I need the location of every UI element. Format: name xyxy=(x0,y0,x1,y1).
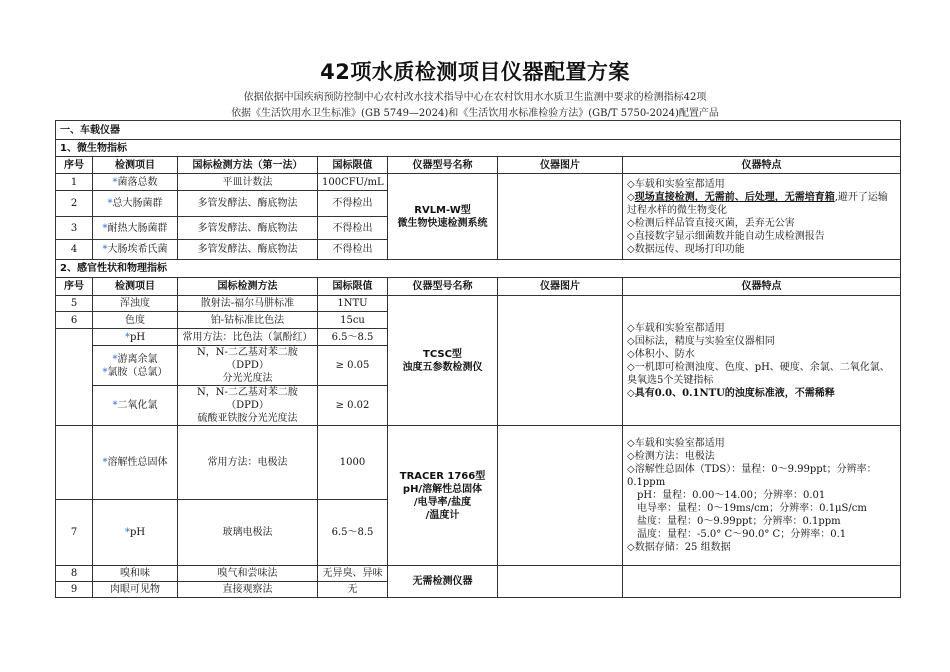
row-no: 3 xyxy=(56,217,93,240)
header-item: 检测项目 xyxy=(93,278,178,296)
instrument-image-cell xyxy=(498,296,623,426)
subsection-row xyxy=(56,260,901,278)
header-no: 序号 xyxy=(56,278,93,296)
row-item: 肉眼可见物 xyxy=(93,582,178,598)
row-no-empty xyxy=(56,329,93,426)
row-item xyxy=(93,217,178,240)
row-no: 2 xyxy=(56,191,93,217)
model-line: /温度计 xyxy=(425,509,460,521)
header-model: 仪器型号名称 xyxy=(388,278,498,296)
feature-line: 温度：量程：-5.0° C～90.0° C；分辨率：0.1 xyxy=(637,529,847,540)
row-method: 嗅气和尝味法 xyxy=(178,566,318,582)
header-method: 国标检测方法（第一法） xyxy=(178,157,318,174)
row-no: 9 xyxy=(56,582,93,598)
table-row xyxy=(56,566,901,582)
table-header-row xyxy=(56,157,901,174)
row-limit: 100CFU/mL xyxy=(318,174,388,191)
instrument-image-cell xyxy=(498,174,623,260)
page-title: 42项水质检测项目仪器配置方案 xyxy=(320,60,630,84)
header-limit: 国标限值 xyxy=(318,157,388,174)
required-mark: * xyxy=(124,331,130,343)
header-image: 仪器图片 xyxy=(498,278,623,296)
model-line: 浊度五参数检测仪 xyxy=(402,361,483,373)
feature-line: 电导率：量程：0～19ms/cm；分辨率：0.1μS/cm xyxy=(637,503,867,514)
instrument-model-tracer xyxy=(388,426,498,566)
row-method: 散射法-福尔马肼标准 xyxy=(178,296,318,312)
model-line: 微生物快速检测系统 xyxy=(397,217,488,229)
row-limit: ≥ 0.05 xyxy=(318,346,388,386)
row-limit: 1NTU xyxy=(318,296,388,312)
table-row xyxy=(56,174,901,191)
item-label: 耐热大肠菌群 xyxy=(107,222,168,234)
row-method: 平皿计数法 xyxy=(178,174,318,191)
row-item: 色度 xyxy=(93,312,178,329)
subsection-title-micro: 1、微生物指标 xyxy=(56,140,901,157)
item-label: 总大肠菌群 xyxy=(112,198,163,209)
required-mark: * xyxy=(124,527,130,538)
item-label: pH xyxy=(129,331,146,343)
row-no: 6 xyxy=(56,312,93,329)
row-item xyxy=(93,426,178,500)
header-features: 仪器特点 xyxy=(623,278,901,296)
feature-line: ◇体积小、防水 xyxy=(627,348,695,360)
instrument-model-micro xyxy=(388,174,498,260)
row-limit: 不得检出 xyxy=(318,240,388,260)
row-no: 5 xyxy=(56,296,93,312)
instrument-image-cell xyxy=(498,426,623,566)
row-item xyxy=(93,386,178,426)
feature-line: ◇具有0.0、0.1NTU的浊度标准液，不需稀释 xyxy=(627,387,835,399)
feature-line: 盐度：量程：0～9.99ppt；分辨率：0.1ppm xyxy=(637,516,841,527)
row-method: 多管发酵法、酶底物法 xyxy=(178,240,318,260)
feature-highlight: 现场直接检测，无需前、后处理，无需培育箱 xyxy=(634,191,835,203)
model-line: /电导率/盐度 xyxy=(413,496,472,508)
feature-line: ◇溶解性总固体（TDS）：量程：0～9.99ppt；分辨率：0.1ppm xyxy=(627,464,877,488)
model-line: pH/溶解性总固体 xyxy=(402,483,483,495)
subtitle-line-2: 依据《生活饮用水卫生标准》(GB 5749—2024)和《生活饮用水标准检验方法》(GB/T 5750-2024)配置产品 xyxy=(231,108,719,119)
header-item: 检测项目 xyxy=(93,157,178,174)
table-header-row xyxy=(56,278,901,296)
header-no: 序号 xyxy=(56,157,93,174)
required-mark: * xyxy=(102,244,108,255)
feature-line: ◇车载和实验室都适用 xyxy=(627,178,725,190)
features-tcsc xyxy=(623,296,901,426)
feature-line: ◇现场直接检测，无需前、后处理，无需培育箱,避开了运输过程水样的微生物变化 xyxy=(627,191,888,216)
row-no: 1 xyxy=(56,174,93,191)
row-method: N，N-二乙基对苯二胺（DPD） 硫酸亚铁胺分光光度法 xyxy=(178,386,318,426)
subsection-row xyxy=(56,140,901,157)
row-method: 多管发酵法、酶底物法 xyxy=(178,191,318,217)
row-item xyxy=(93,329,178,346)
row-method: 直接观察法 xyxy=(178,582,318,598)
required-mark: * xyxy=(112,353,118,365)
feature-line: ◇检测后样品管直接灭菌，丢弃无公害 xyxy=(627,217,795,229)
header-method: 国标检测方法 xyxy=(178,278,318,296)
row-method: N，N-二乙基对苯二胺（DPD） 分光光度法 xyxy=(178,346,318,386)
row-limit: 不得检出 xyxy=(318,217,388,240)
features-micro xyxy=(623,174,901,260)
item-label: 菌落总数 xyxy=(117,176,158,188)
instrument-image-cell xyxy=(498,566,623,598)
row-method: 玻璃电极法 xyxy=(178,500,318,566)
required-mark: * xyxy=(112,176,118,188)
features-tracer xyxy=(623,426,901,566)
row-limit: 无 xyxy=(318,582,388,598)
feature-line: ◇车载和实验室都适用 xyxy=(627,322,725,334)
row-limit: 6.5～8.5 xyxy=(318,329,388,346)
subsection-title-sense: 2、感官性状和物理指标 xyxy=(56,260,901,278)
row-method: 常用方法：电极法 xyxy=(178,426,318,500)
model-line: TRACER 1766型 xyxy=(399,470,486,482)
required-mark: * xyxy=(112,400,118,411)
required-mark: * xyxy=(102,222,108,234)
feature-line: ◇数据远传、现场打印功能 xyxy=(627,243,745,255)
row-no: 7 xyxy=(56,500,93,566)
header-model: 仪器型号名称 xyxy=(388,157,498,174)
row-method: 铂-钴标准比色法 xyxy=(178,312,318,329)
instrument-model-none: 无需检测仪器 xyxy=(388,566,498,598)
instrument-table xyxy=(55,120,901,598)
row-limit: ≥ 0.02 xyxy=(318,386,388,426)
item-label: 溶解性总固体 xyxy=(107,457,168,468)
feature-line: pH：量程：0.00～14.00；分辨率：0.01 xyxy=(637,490,826,501)
instrument-model-tcsc xyxy=(388,296,498,426)
table-row xyxy=(56,296,901,312)
row-no-empty xyxy=(56,426,93,500)
row-method: 多管发酵法、酶底物法 xyxy=(178,217,318,240)
item-line: *氯胺（总氯） xyxy=(102,366,168,378)
item-line: *游离余氯 xyxy=(112,353,158,365)
section-title: 一、车载仪器 xyxy=(56,121,901,140)
row-limit: 15cu xyxy=(318,312,388,329)
header-limit: 国标限值 xyxy=(318,278,388,296)
required-mark: * xyxy=(102,366,108,378)
row-item: 嗅和味 xyxy=(93,566,178,582)
row-method: 常用方法：比色法（氯酚红） xyxy=(178,329,318,346)
row-no: 4 xyxy=(56,240,93,260)
item-label: 二氧化氯 xyxy=(117,400,158,411)
model-line: TCSC型 xyxy=(423,348,462,360)
row-no: 8 xyxy=(56,566,93,582)
item-label: 大肠埃希氏菌 xyxy=(107,244,168,255)
feature-line: ◇车载和实验室都适用 xyxy=(627,438,725,449)
required-mark: * xyxy=(107,198,113,209)
row-limit: 无异臭、异味 xyxy=(318,566,388,582)
header-image: 仪器图片 xyxy=(498,157,623,174)
row-item xyxy=(93,191,178,217)
table-row xyxy=(56,426,901,500)
required-mark: * xyxy=(102,457,108,468)
item-label: pH xyxy=(129,527,146,538)
row-item xyxy=(93,500,178,566)
header-features: 仪器特点 xyxy=(623,157,901,174)
features-empty xyxy=(623,566,901,598)
row-limit: 6.5～8.5 xyxy=(318,500,388,566)
subtitle-line-1: 依据依据中国疾病预防控制中心农村改水技术指导中心在农村饮用水水质卫生监测中要求的检测指标42项 xyxy=(243,92,707,103)
row-limit: 不得检出 xyxy=(318,191,388,217)
row-item: 浑浊度 xyxy=(93,296,178,312)
row-item xyxy=(93,240,178,260)
row-item xyxy=(93,174,178,191)
feature-line: ◇国标法，精度与实验室仪器相同 xyxy=(627,335,775,347)
feature-line: ◇直接数字显示细菌数并能自动生成检测报告 xyxy=(627,230,825,242)
model-line: RVLM-W型 xyxy=(414,204,471,216)
feature-line: ◇数据存储：25 组数据 xyxy=(627,542,731,553)
feature-line: ◇一机即可检测浊度、色度、pH、硬度、余氯、二氧化氯、臭氧选5个关键指标 xyxy=(627,361,890,386)
feature-line: ◇检测方法：电极法 xyxy=(627,451,715,462)
section-row xyxy=(56,121,901,140)
row-limit: 1000 xyxy=(318,426,388,500)
row-item xyxy=(93,346,178,386)
